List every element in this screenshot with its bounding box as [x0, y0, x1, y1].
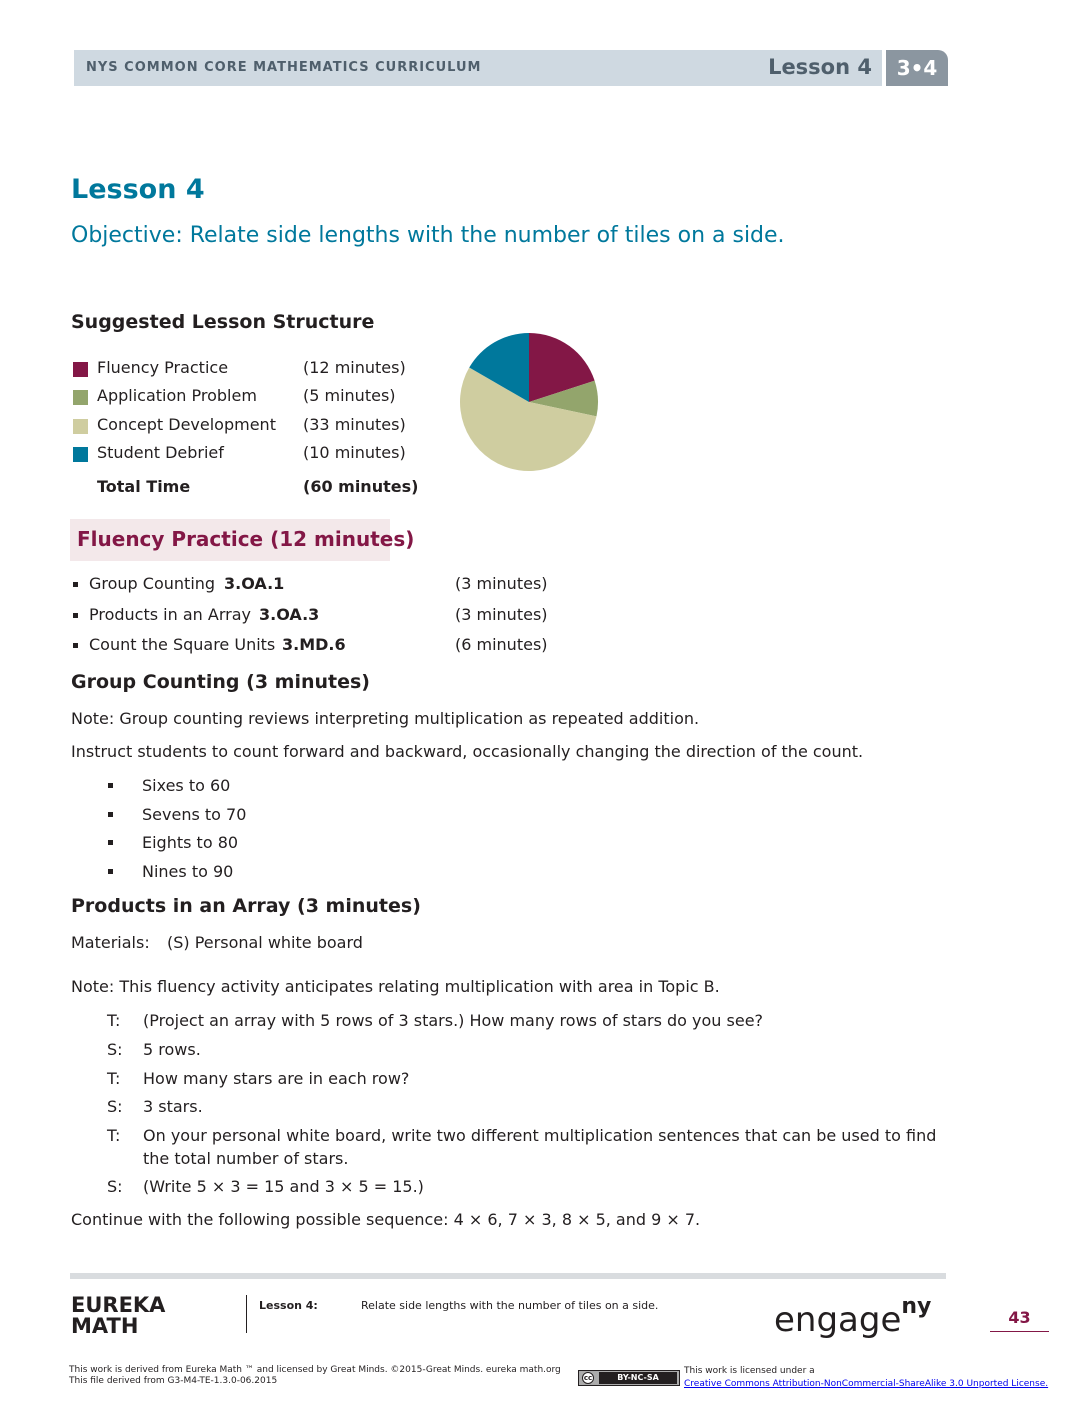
group-counting-note: Note: Group counting reviews interpreting multiplication as repeated addition. [71, 709, 700, 728]
fluency-list [73, 574, 573, 664]
bullet-icon [108, 812, 113, 817]
logo-line: EUREKA [71, 1293, 166, 1317]
lesson-structure-pie-chart [455, 328, 603, 476]
header-lesson: Lesson 4 [768, 55, 872, 79]
legend-swatch [73, 362, 88, 377]
footer-lesson-desc: Relate side lengths with the number of tiles on a side. [361, 1299, 659, 1312]
list-item [108, 862, 308, 884]
engage-text: engage [774, 1300, 902, 1340]
legend-swatch [73, 419, 88, 434]
fluency-heading: Fluency Practice (12 minutes) [77, 527, 415, 551]
legend-label: Application Problem [97, 386, 257, 405]
speaker: T: [107, 1069, 121, 1088]
speaker: S: [107, 1177, 123, 1196]
item-label: Sixes to 60 [142, 776, 231, 795]
bullet-icon [108, 840, 113, 845]
curriculum-title: NYS COMMON CORE MATHEMATICS CURRICULUM [86, 60, 482, 75]
dialogue-text: 5 rows. [143, 1040, 201, 1059]
speaker: S: [107, 1040, 123, 1059]
list-item [73, 635, 573, 659]
bullet-icon [73, 643, 78, 648]
item-standard: 3.MD.6 [282, 635, 346, 654]
page-number: 43 [1008, 1308, 1031, 1327]
list-item [108, 776, 308, 798]
item-label: Count the Square Units [89, 635, 276, 654]
footer-divider [246, 1295, 247, 1333]
dialogue-text: (Write 5 × 3 = 15 and 3 × 5 = 15.) [143, 1177, 424, 1196]
bullet-icon [108, 869, 113, 874]
legend-label: Fluency Practice [97, 358, 229, 377]
cc-badge-text: BY-NC-SA [599, 1372, 677, 1384]
item-standard: 3.OA.1 [224, 574, 285, 593]
bullet-icon [73, 582, 78, 587]
counting-list [108, 776, 308, 886]
legend-time: (5 minutes) [303, 386, 396, 405]
module-badge: 3•4 [886, 50, 948, 86]
item-time: (3 minutes) [455, 574, 548, 593]
speaker: T: [107, 1126, 121, 1145]
bullet-icon [108, 783, 113, 788]
dialogue-text: the total number of stars. [143, 1149, 349, 1168]
eureka-math-logo [71, 1295, 165, 1337]
derived-notice: This work is derived from Eureka Math ™ and licensed by Great Minds. ©2015-Great Minds. eureka math.org [69, 1365, 561, 1375]
continue-sequence: Continue with the following possible sequence: 4 × 6, 7 × 3, 8 × 5, and 9 × 7. [71, 1210, 701, 1229]
list-item [73, 605, 573, 629]
item-label: Nines to 90 [142, 862, 234, 881]
total-label: Total Time [97, 477, 191, 496]
dialogue-text: 3 stars. [143, 1097, 203, 1116]
bullet-icon [73, 613, 78, 618]
speaker: S: [107, 1097, 123, 1116]
legend-swatch [73, 390, 88, 405]
materials-value: (S) Personal white board [167, 933, 363, 952]
legend-time: (10 minutes) [303, 443, 406, 462]
dialogue-text: How many stars are in each row? [143, 1069, 410, 1088]
item-label: Group Counting [89, 574, 216, 593]
item-time: (3 minutes) [455, 605, 548, 624]
dialogue-text: (Project an array with 5 rows of 3 stars.) How many rows of stars do you see? [143, 1011, 764, 1030]
products-heading: Products in an Array (3 minutes) [71, 895, 421, 917]
products-note: Note: This fluency activity anticipates relating multiplication with area in Topic B. [71, 977, 720, 996]
materials-label: Materials: [71, 933, 150, 952]
page-number-underline [990, 1331, 1049, 1332]
footer-bar [70, 1273, 946, 1279]
cc-icon: cc [583, 1374, 593, 1382]
legend-label: Concept Development [97, 415, 276, 434]
item-standard: 3.OA.3 [259, 605, 320, 624]
group-counting-heading: Group Counting (3 minutes) [71, 671, 370, 693]
dialogue [107, 1011, 947, 1201]
engageny-logo [774, 1294, 932, 1340]
item-label: Sevens to 70 [142, 805, 247, 824]
item-time: (6 minutes) [455, 635, 548, 654]
license-notice: This work is licensed under a [684, 1366, 815, 1376]
item-label: Products in an Array [89, 605, 251, 624]
list-item [73, 574, 573, 598]
structure-heading: Suggested Lesson Structure [71, 311, 375, 333]
legend-label: Student Debrief [97, 443, 224, 462]
cc-license-badge [578, 1370, 680, 1386]
logo-line: MATH [71, 1314, 139, 1338]
list-item [108, 833, 308, 855]
speaker: T: [107, 1011, 121, 1030]
objective: Objective: Relate side lengths with the number of tiles on a side. [71, 223, 785, 248]
item-label: Eights to 80 [142, 833, 239, 852]
ny-text: ny [901, 1294, 932, 1319]
legend-time: (12 minutes) [303, 358, 406, 377]
legend-time: (33 minutes) [303, 415, 406, 434]
group-counting-instruct: Instruct students to count forward and backward, occasionally changing the direction of the count. [71, 742, 864, 761]
license-link[interactable]: Creative Commons Attribution-NonCommercial-ShareAlike 3.0 Unported License. [684, 1379, 1049, 1389]
dialogue-text: On your personal white board, write two different multiplication sentences that can be used to find [143, 1126, 937, 1145]
total-time: (60 minutes) [303, 477, 419, 496]
footer-lesson-label: Lesson 4: [259, 1299, 318, 1312]
lesson-title: Lesson 4 [71, 174, 205, 205]
list-item [108, 805, 308, 827]
legend-swatch [73, 447, 88, 462]
derived-file: This file derived from G3-M4-TE-1.3.0-06.2015 [69, 1376, 278, 1386]
